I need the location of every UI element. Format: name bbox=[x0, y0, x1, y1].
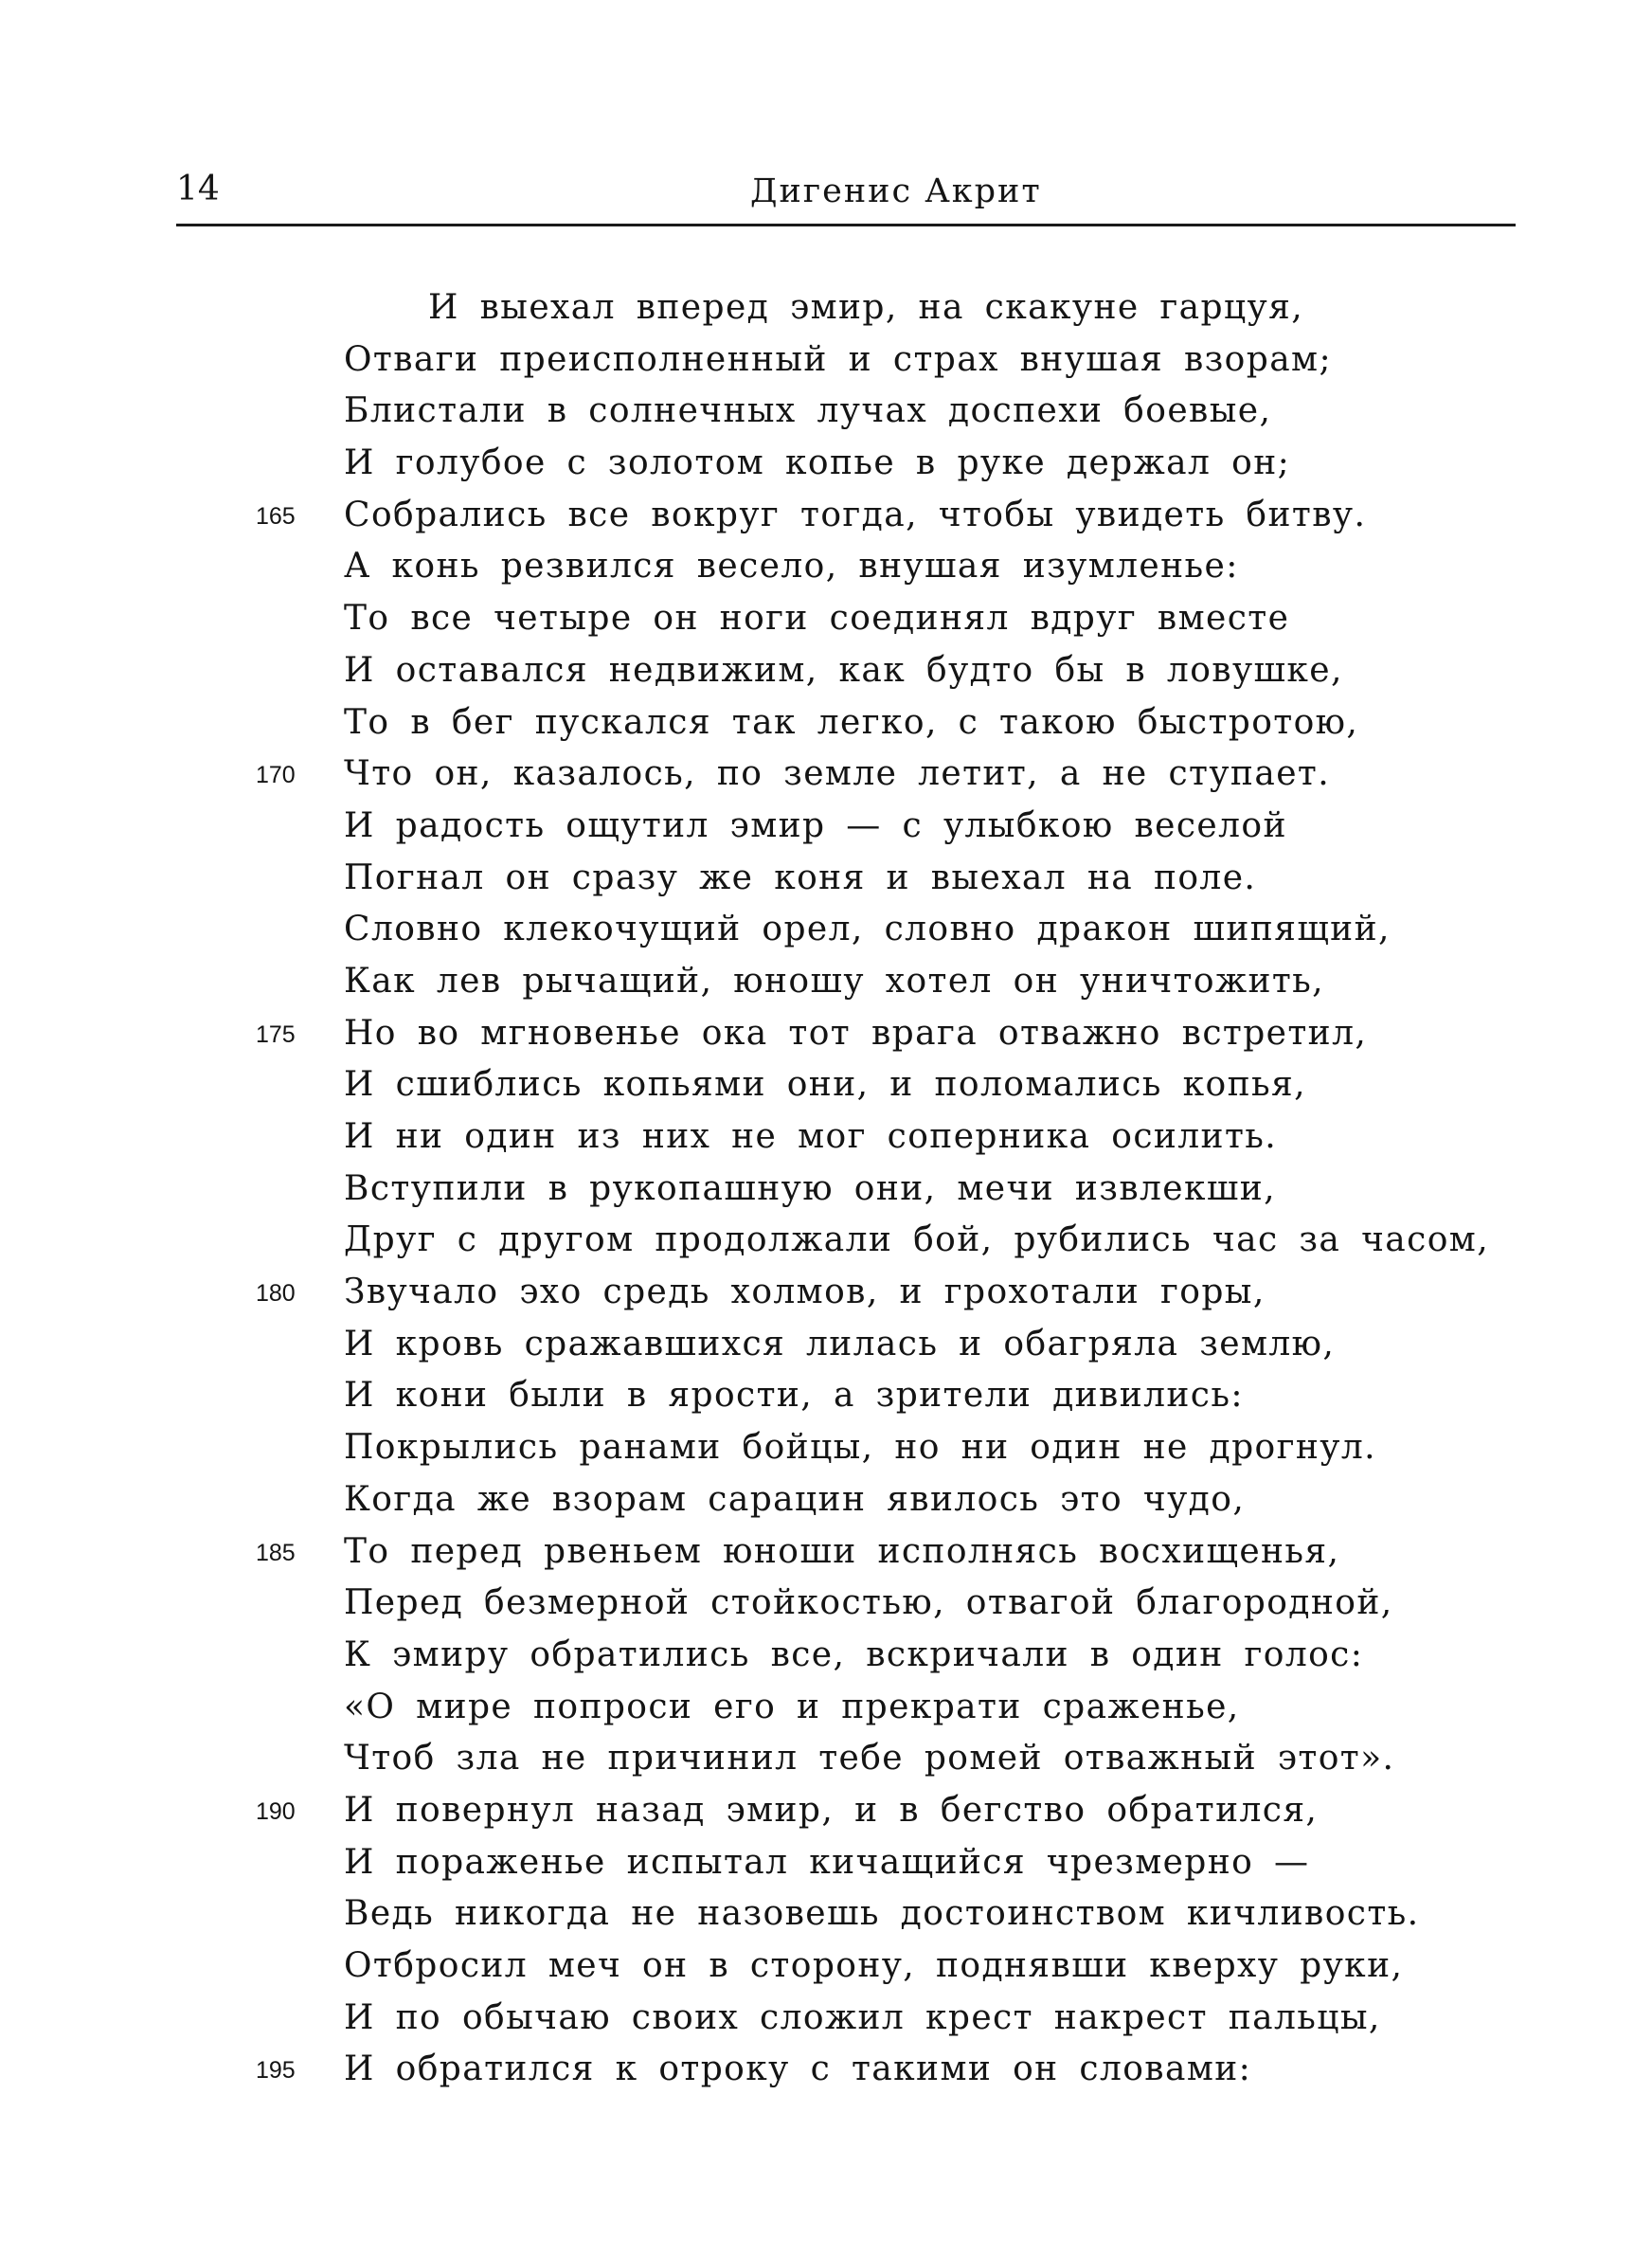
verse-line bbox=[0, 1733, 1652, 1785]
verse-line bbox=[0, 1837, 1652, 1889]
verse-line bbox=[0, 1059, 1652, 1111]
verse-text: Вступили в рукопашную они, мечи извлекши, bbox=[344, 1168, 1276, 1208]
verse-line bbox=[0, 1682, 1652, 1734]
running-title: Дигенис Акрит bbox=[750, 172, 1042, 210]
verse-text: И по обычаю своих сложил крест накрест пальцы, bbox=[344, 1997, 1381, 2037]
verse-text: И кровь сражавшихся лилась и обагряла землю, bbox=[344, 1324, 1336, 1363]
verse-text: Перед безмерной стойкостью, отвагой благородной, bbox=[344, 1583, 1393, 1623]
verse-line bbox=[0, 282, 1652, 334]
verse-text: Но во мгновенье ока тот врага отважно встретил, bbox=[344, 1013, 1368, 1053]
verse-line bbox=[0, 1164, 1652, 1216]
verse-text: Как лев рычащий, юношу хотел он уничтожить, bbox=[344, 961, 1325, 1001]
line-number: 165 bbox=[256, 502, 296, 530]
verse-line bbox=[0, 645, 1652, 697]
verse-line bbox=[0, 1474, 1652, 1526]
verse-line bbox=[0, 1008, 1652, 1060]
verse-line bbox=[0, 1888, 1652, 1941]
verse-line bbox=[0, 1630, 1652, 1682]
verse-line bbox=[0, 1215, 1652, 1267]
verse-text: И пораженье испытал кичащийся чрезмерно — bbox=[344, 1842, 1310, 1882]
page-number: 14 bbox=[176, 170, 220, 208]
verse-text: И радость ощутил эмир — с улыбкою веселой bbox=[344, 805, 1287, 845]
verse-text: Словно клекочущий орел, словно дракон шипящий, bbox=[344, 910, 1391, 949]
verse-text: Звучало эхо средь холмов, и грохотали горы, bbox=[344, 1273, 1266, 1312]
verse-text: Покрылись ранами бойцы, но ни один не дрогнул. bbox=[344, 1428, 1376, 1468]
verse-text: К эмиру обратились все, вскричали в один голос: bbox=[344, 1634, 1364, 1674]
verse-line bbox=[0, 1993, 1652, 2045]
verse-text: «О мире попроси его и прекрати сраженье, bbox=[344, 1687, 1240, 1726]
verse-text: То все четыре он ноги соединял вдруг вместе bbox=[344, 599, 1290, 639]
verse-line bbox=[0, 697, 1652, 749]
verse-text: И оставался недвижим, как будто бы в ловушке, bbox=[344, 650, 1343, 690]
verse-text: Погнал он сразу же коня и выехал на поле. bbox=[344, 858, 1257, 897]
line-number: 195 bbox=[256, 2057, 296, 2085]
verse-text: И повернул назад эмир, и в бегство обратился, bbox=[344, 1790, 1319, 1830]
verse-text: Когда же взорам сарацин явилось это чудо, bbox=[344, 1479, 1246, 1519]
verse-line bbox=[0, 593, 1652, 645]
verse-line bbox=[0, 1422, 1652, 1474]
line-number: 180 bbox=[256, 1280, 296, 1308]
verse-line bbox=[0, 801, 1652, 853]
verse-line bbox=[0, 1267, 1652, 1319]
poem-body bbox=[0, 282, 1652, 2096]
line-number: 170 bbox=[256, 762, 296, 789]
verse-line bbox=[0, 1370, 1652, 1422]
verse-text: Блистали в солнечных лучах доспехи боевые, bbox=[344, 391, 1272, 431]
verse-line bbox=[0, 1526, 1652, 1579]
verse-line bbox=[0, 386, 1652, 438]
verse-text: И ни один из них не мог соперника осилить. bbox=[344, 1117, 1278, 1156]
verse-line bbox=[0, 956, 1652, 1008]
verse-text: Что он, казалось, по земле летит, а не ступает. bbox=[344, 754, 1331, 794]
header-rule bbox=[176, 224, 1516, 226]
verse-line bbox=[0, 438, 1652, 490]
verse-line bbox=[0, 1785, 1652, 1837]
line-number: 190 bbox=[256, 1797, 296, 1825]
verse-text: Отбросил меч он в сторону, поднявши кверху руки, bbox=[344, 1946, 1404, 1985]
verse-text: И выехал вперед эмир, на скакуне гарцуя, bbox=[428, 288, 1304, 327]
verse-text: И голубое с золотом копье в руке держал он; bbox=[344, 443, 1291, 483]
verse-line bbox=[0, 1319, 1652, 1371]
verse-line bbox=[0, 853, 1652, 905]
line-number: 175 bbox=[256, 1020, 296, 1048]
verse-line bbox=[0, 490, 1652, 542]
verse-text: Чтоб зла не причинил тебе ромей отважный этот». bbox=[344, 1739, 1395, 1779]
verse-line bbox=[0, 1941, 1652, 1993]
verse-line bbox=[0, 2044, 1652, 2096]
verse-text: И обратился к отроку с такими он словами: bbox=[344, 2049, 1252, 2089]
verse-text: А конь резвился весело, внушая изумленье: bbox=[344, 547, 1239, 587]
verse-text: Отваги преисполненный и страх внушая взорам; bbox=[344, 339, 1332, 379]
verse-line bbox=[0, 1578, 1652, 1630]
verse-line bbox=[0, 749, 1652, 801]
verse-text: То в бег пускался так легко, с такою быстротою, bbox=[344, 702, 1359, 742]
verse-line bbox=[0, 541, 1652, 593]
verse-line bbox=[0, 334, 1652, 387]
verse-line bbox=[0, 1111, 1652, 1164]
verse-text: И сшиблись копьями они, и поломались копья, bbox=[344, 1065, 1306, 1105]
verse-text: Друг с другом продолжали бой, рубились час за часом, bbox=[344, 1220, 1490, 1260]
verse-text: То перед рвеньем юноши исполнясь восхищенья, bbox=[344, 1531, 1340, 1571]
verse-line bbox=[0, 904, 1652, 956]
verse-text: Собрались все вокруг тогда, чтобы увидеть битву. bbox=[344, 495, 1367, 534]
verse-text: И кони были в ярости, а зрители дивились: bbox=[344, 1376, 1244, 1416]
line-number: 185 bbox=[256, 1539, 296, 1566]
verse-text: Ведь никогда не назовешь достоинством кичливость. bbox=[344, 1894, 1420, 1934]
